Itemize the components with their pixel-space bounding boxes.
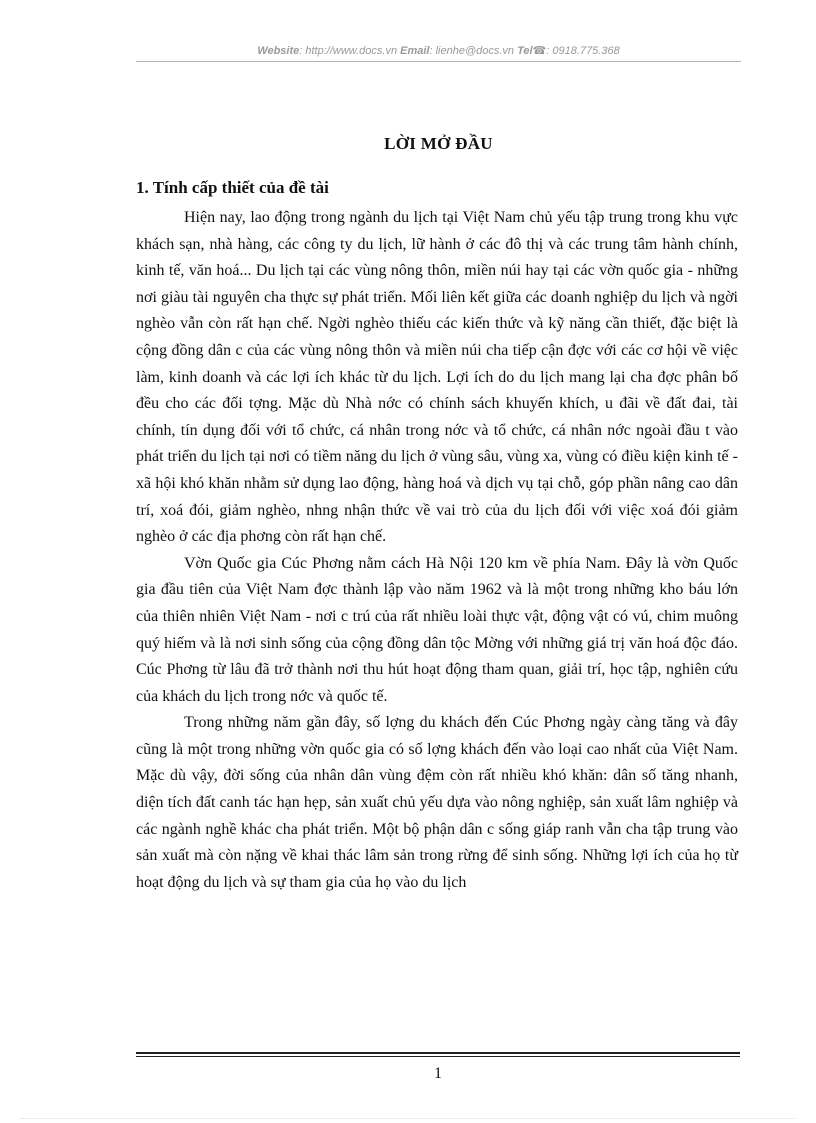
footer-rule-thick	[136, 1052, 740, 1054]
tel-label: Tel	[517, 45, 533, 57]
email-label: Email	[400, 45, 430, 57]
paragraph-1: Hiện nay, lao động trong ngành du lịch tại Việt Nam chủ yếu tập trung trong khu vực khách sạn, nhà hàng, các công ty du lịch, lữ hành ở các đô thị và các trung tâm hành chính, kinh tế, văn hoá... Du lịch tại các vùng nông thôn, miền núi hay tại các vờn quốc gia - những nơi giàu tài nguyên cha thực sự phát triển. Mối liên kết giữa các doanh nghiệp du lịch và ngời nghèo vẫn còn rất hạn chế. Ngời nghèo thiếu các kiến thức và kỹ năng cần thiết, đặc biệt là cộng đồng dân c của các vùng nông thôn và miền núi cha tiếp cận đợc với các cơ hội về việc làm, kinh doanh và các lợi ích khác từ du lịch. Lợi ích do du lịch mang lại cha đợc phân bố đều cho các đối tợng. Mặc dù Nhà nớc có chính sách khuyến khích, u đãi về đất đai, tài chính, tín dụng đối với tổ chức, cá nhân trong nớc và tổ chức, cá nhân nớc ngoài đầu t vào phát triển du lịch tại nơi có tiềm năng du lịch ở vùng sâu, vùng xa, vùng có điều kiện kinh tế - xã hội khó khăn nhằm sử dụng lao động, hàng hoá và dịch vụ tại chỗ, góp phần nâng cao dân trí, xoá đói, giảm nghèo, nhng nhận thức về vai trò của du lịch đối với việc xoá đói giảm nghèo ở các địa phơng còn rất hạn chế.	[136, 209, 738, 546]
page-header	[136, 44, 741, 62]
section-heading: 1. Tính cấp thiết của đề tài	[136, 178, 329, 197]
paragraph-3: Trong những năm gần đây, số lợng du khách đến Cúc Phơng ngày càng tăng và đây cũng là một trong những vờn quốc gia có số lợng khách đến vào loại cao nhất của Việt Nam. Mặc dù vậy, đời sống của nhân dân vùng đệm còn rất nhiều khó khăn: dân số tăng nhanh, diện tích đất canh tác hạn hẹp, sản xuất chủ yếu dựa vào nông nghiệp, sản xuất lâm nghiệp và các ngành nghề khác cha phát triển. Một bộ phận dân c sống giáp ranh vẫn cha tập trung vào sản xuất mà còn nặng về khai thác lâm sản trong rừng để sinh sống. Những lợi ích của họ từ hoạt động du lịch và sự tham gia của họ vào du lịch	[136, 714, 738, 891]
email-value[interactable]: : lienhe@docs.vn	[429, 45, 515, 57]
footer-rule-thin	[136, 1056, 740, 1057]
page-number: 1	[434, 1065, 442, 1082]
page-bottom-divider	[20, 1118, 796, 1119]
tel-value: ☎: 0918.775.368	[532, 45, 620, 57]
paragraph-2: Vờn Quốc gia Cúc Phơng nằm cách Hà Nội 120 km về phía Nam. Đây là vờn Quốc gia đầu tiên của Việt Nam đợc thành lập vào năm 1962 và là một trong những kho báu lớn của thiên nhiên Việt Nam - nơi c trú của rất nhiều loài thực vật, động vật có vú, chim muông quý hiếm và là nơi sinh sống của cộng đồng dân tộc Mờng với những giá trị văn hoá độc đáo. Cúc Phơng từ lâu đã trở thành nơi thu hút hoạt động tham quan, giải trí, học tập, nghiên cứu của khách du lịch trong nớc và quốc tế.	[136, 554, 738, 705]
body-text	[136, 205, 738, 896]
website-value[interactable]: : http://www.docs.vn	[299, 45, 398, 57]
website-label: Website	[257, 45, 300, 57]
document-title: LỜI MỞ ĐẦU	[384, 134, 493, 153]
